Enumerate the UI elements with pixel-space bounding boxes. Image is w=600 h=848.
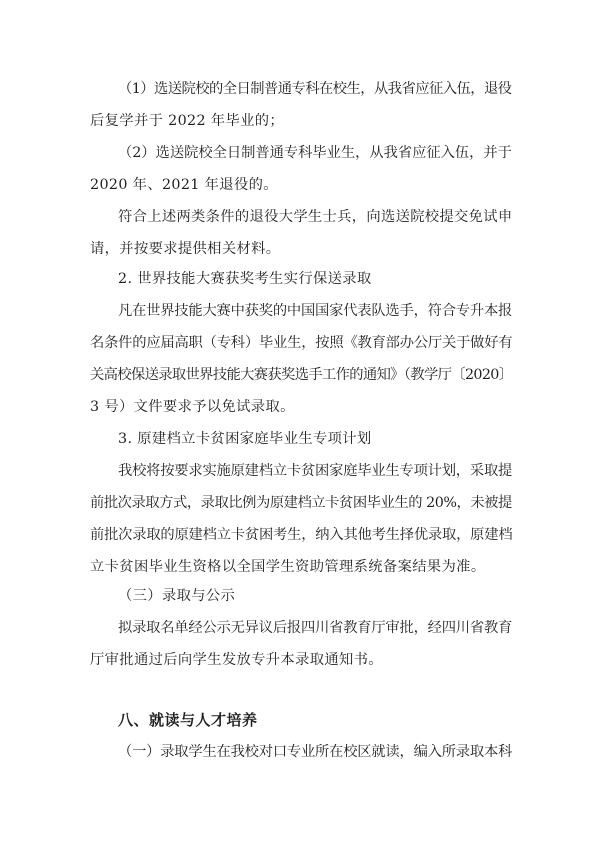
paragraph-line: 后复学并于 2022 年毕业的； (90, 113, 285, 129)
section-heading: 八、就读与人才培养 (118, 711, 258, 729)
paragraph-line: 前批次录取方式，录取比例为原建档立卡贫困毕业生的 20%，未被提 (90, 495, 512, 511)
paragraph-line: 我校将按要求实施原建档立卡贫困家庭毕业生专项计划，采取提 (118, 463, 513, 479)
subheading-line: （三）录取与公示 (118, 588, 236, 604)
paragraph-line: 3 号）文件要求予以免试录取。 (90, 399, 295, 415)
paragraph-line: 2020 年、2021 年退役的。 (90, 177, 278, 193)
paragraph-line: 拟录取名单经公示无异议后报四川省教育厅审批，经四川省教育 (118, 620, 513, 636)
paragraph-line: 关高校保送录取世界技能大赛获奖选手工作的通知》（教学厅〔2020〕 (90, 367, 513, 383)
paragraph-line: 名条件的应届高职（专科）毕业生，按照《教育部办公厅关于做好有 (90, 335, 513, 351)
paragraph-line: 厅审批通过后向学生发放专升本录取通知书。 (90, 652, 383, 668)
subheading-line: 2. 世界技能大赛获奖考生实行保送录取 (118, 271, 372, 287)
subheading-line: 3. 原建档立卡贫困家庭毕业生专项计划 (118, 431, 372, 447)
paragraph-line: 前批次录取的原建档立卡贫困考生，纳入其他考生择优录取，原建档 (90, 527, 513, 543)
paragraph-line: 请，并按要求提供相关材料。 (90, 241, 281, 257)
paragraph-line: （2）选送院校全日制普通专科毕业生，从我省应征入伍，并于 (118, 145, 512, 161)
paragraph-line: 符合上述两类条件的退役大学生士兵，向选送院校提交免试申 (118, 209, 513, 225)
paragraph-line: 凡在世界技能大赛中获奖的中国国家代表队选手，符合专升本报 (118, 303, 513, 319)
paragraph-line: （一）录取学生在我校对口专业所在校区就读，编入所录取本科 (118, 744, 513, 760)
paragraph-line: 立卡贫困毕业生资格以全国学生资助管理系统备案结果为准。 (90, 559, 486, 575)
paragraph-line: （1）选送院校的全日制普通专科在校生，从我省应征入伍，退役 (118, 81, 512, 97)
